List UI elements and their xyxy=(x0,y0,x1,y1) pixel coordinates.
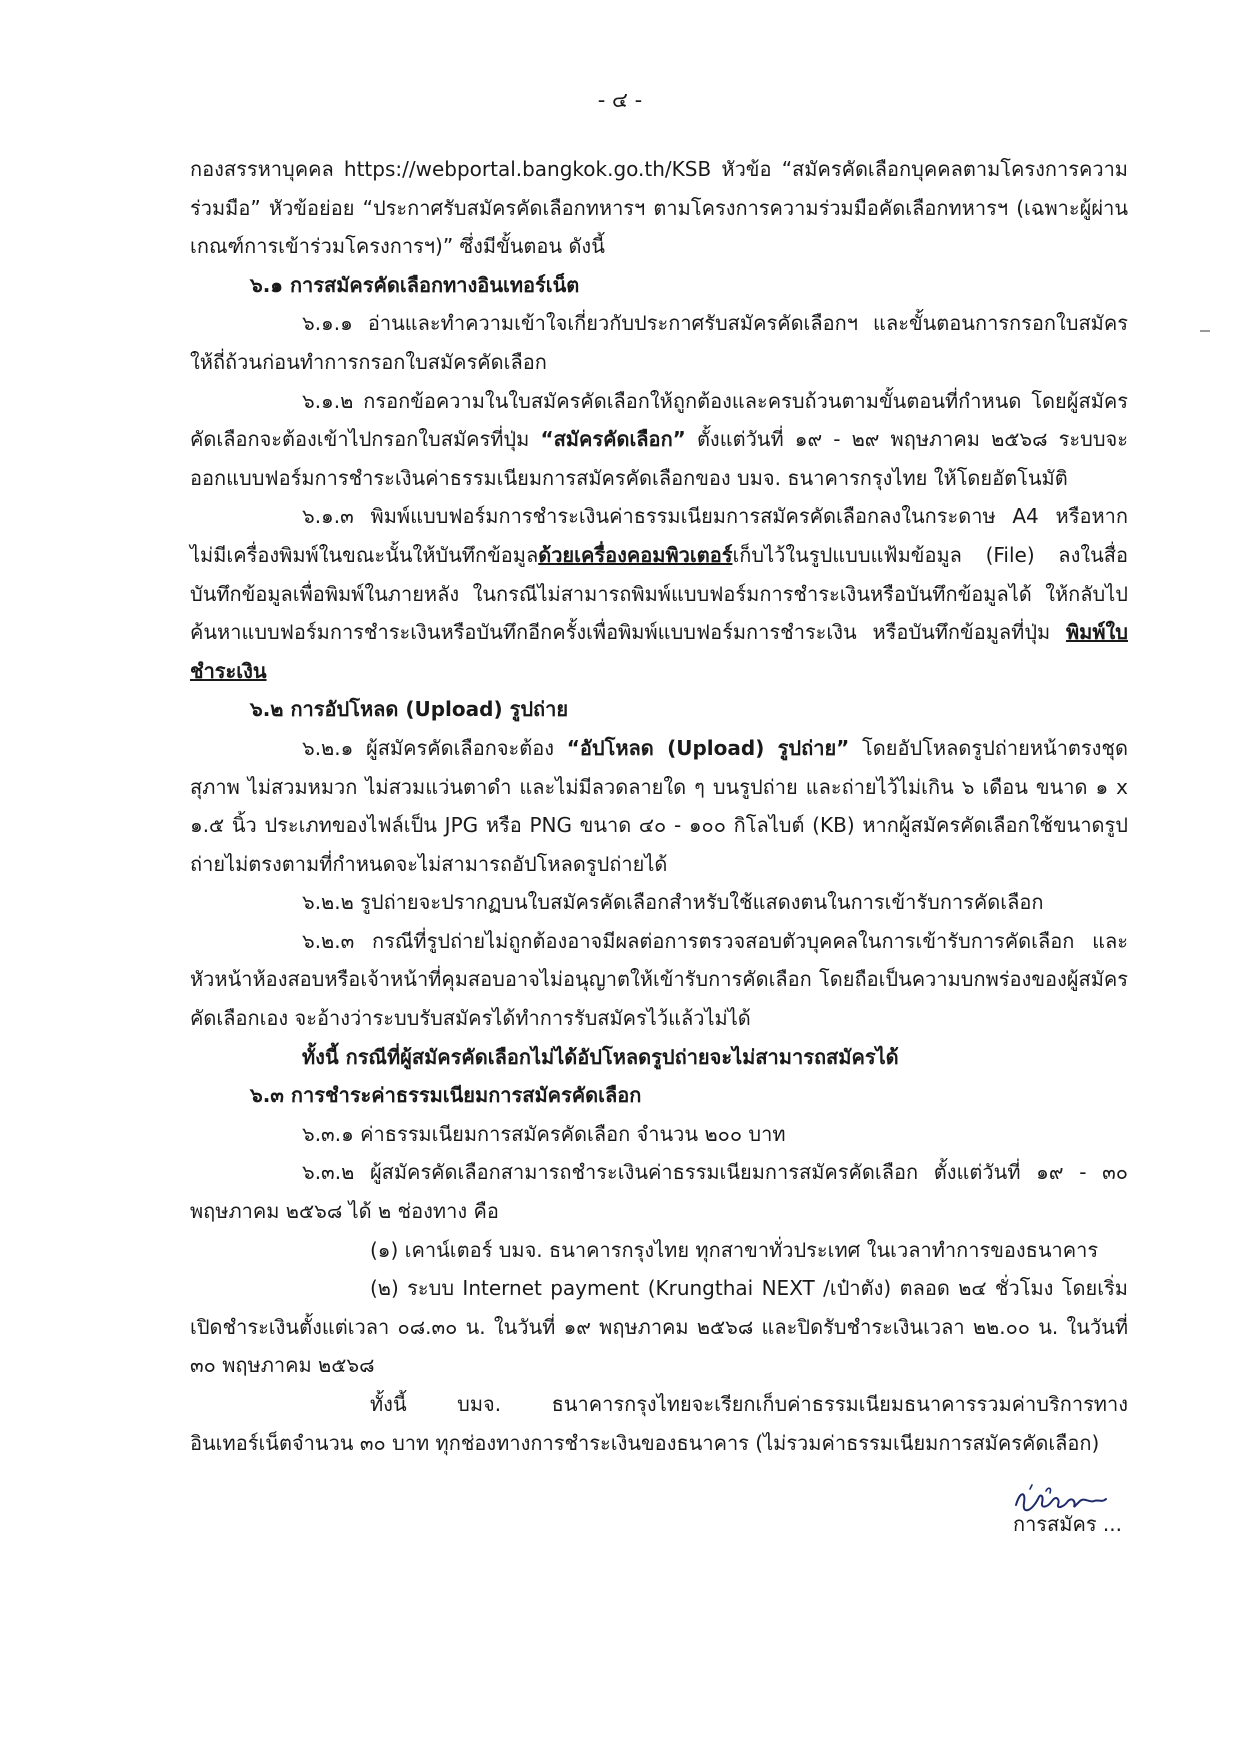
section-6-2-heading: ๖.๒ การอัปโหลด (Upload) รูปถ่าย xyxy=(250,697,569,722)
paragraph-6-1-3 xyxy=(190,497,1128,690)
section-6-3-heading: ๖.๓ การชำระค่าธรรมเนียมการสมัครคัดเลือก xyxy=(250,1083,642,1108)
p621-text-a: ๖.๒.๑ ผู้สมัครคัดเลือกจะต้อง xyxy=(302,735,567,760)
payment-channel-1: (๑) เคาน์เตอร์ บมจ. ธนาคารกรุงไทย ทุกสาขาทั่วประเทศ ในเวลาทำการของธนาคาร xyxy=(370,1237,1099,1262)
paragraph-6-2-2: ๖.๒.๒ รูปถ่ายจะปรากฏบนใบสมัครคัดเลือกสำหรับใช้แสดงตนในการเข้ารับการคัดเลือก xyxy=(302,890,1044,915)
paragraph-6-3-2: ๖.๓.๒ ผู้สมัครคัดเลือกสามารถชำระเงินค่าธรรมเนียมการสมัครคัดเลือก ตั้งแต่วันที่ ๑๙ - ๓๐ พฤษภาคม ๒๕๖๘ ได้ ๒ ช่องทาง คือ xyxy=(190,1160,1128,1224)
p613-text-b: เก็บไว้ในรูปแบบแฟ้มข้อมูล (File) ลงในสื่อบันทึกข้อมูลเพื่อพิมพ์ในภายหลัง ในกรณีไม่สามารถพิมพ์แบบฟอร์มการชำระเงินหรือบันทึกข้อมูลได้ ให้กลับไปค้นหาแบบฟอร์มการชำระเงินหรือบันทึกอีกครั้งเพื่อพิมพ์แบบฟอร์มการชำระเงิน หรือบันทึกข้อมูลที่ปุ่ม xyxy=(190,542,1128,645)
print-payment-button-reference: พิมพ์ใบชำระเงิน xyxy=(190,620,1128,683)
paragraph-6-1-2 xyxy=(190,382,1128,498)
payment-channel-2: (๒) ระบบ Internet payment (Krungthai NEXT /เป๋าตัง) ตลอด ๒๔ ชั่วโมง โดยเริ่มเปิดชำระเงินตั้งแต่เวลา ๐๘.๓๐ น. ในวันที่ ๑๙ พฤษภาคม ๒๕๖๘ และปิดรับชำระเงินเวลา ๒๒.๐๐ น. ในวันที่ ๓๐ พฤษภาคม ๒๕๖๘ xyxy=(190,1276,1128,1378)
intro-paragraph: กองสรรหาบุคคล https://webportal.bangkok.go.th/KSB หัวข้อ “สมัครคัดเลือกบุคคลตามโครงการความร่วมมือ” หัวข้อย่อย “ประกาศรับสมัครคัดเลือกทหารฯ ตามโครงการความร่วมมือคัดเลือกทหารฯ (เฉพาะผู้ผ่านเกณฑ์การเข้าร่วมโครงการฯ)” ซึ่งมีขั้นตอน ดังนี้ xyxy=(190,157,1128,259)
document-body xyxy=(190,150,1128,1462)
paragraph-6-1-1: ๖.๑.๑ อ่านและทำความเข้าใจเกี่ยวกับประกาศรับสมัครคัดเลือกฯ และขั้นตอนการกรอกใบสมัครให้ถี่ถ้วนก่อนทำการกรอกใบสมัครคัดเลือก xyxy=(190,311,1128,374)
p612-text-a: ๖.๑.๒ กรอกข้อความในใบสมัครคัดเลือกให้ถูกต้องและครบถ้วนตามขั้นตอนที่กำหนด โดยผู้สมัครคัดเลือกจะต้องเข้าไปกรอกใบสมัครที่ปุ่ม xyxy=(190,388,1128,452)
computer-emphasis: ด้วยเครื่องคอมพิวเตอร์ xyxy=(538,542,733,567)
p612-text-b: ตั้งแต่วันที่ ๑๙ - ๒๙ พฤษภาคม ๒๕๖๘ ระบบจะออกแบบฟอร์มการชำระเงินค่าธรรมเนียมการสมัครคัดเลือกของ บมจ. ธนาคารกรุงไทย ให้โดยอัตโนมัติ xyxy=(190,427,1128,490)
paragraph-6-2-1 xyxy=(190,729,1128,883)
p613-text-a: ๖.๑.๓ พิมพ์แบบฟอร์มการชำระเงินค่าธรรมเนียมการสมัครคัดเลือกลงในกระดาษ A4 หรือหากไม่มีเครื่องพิมพ์ในขณะนั้นให้บันทึกข้อมูล xyxy=(190,504,1128,567)
bank-fee-note: ทั้งนี้ บมจ. ธนาคารกรุงไทยจะเรียกเก็บค่าธรรมเนียมธนาคารรวมค่าบริการทางอินเทอร์เน็ตจำนวน ๓๐ บาท ทุกช่องทางการชำระเงินของธนาคาร (ไม่รวมค่าธรรมเนียมการสมัครคัดเลือก) xyxy=(190,1392,1128,1455)
next-page-continuation: การสมัคร ... xyxy=(1012,1512,1122,1536)
upload-notice: ทั้งนี้ กรณีที่ผู้สมัครคัดเลือกไม่ได้อัปโหลดรูปถ่ายจะไม่สามารถสมัครได้ xyxy=(302,1044,899,1069)
scan-edge-mark xyxy=(1200,330,1210,332)
section-6-1-heading: ๖.๑ การสมัครคัดเลือกทางอินเทอร์เน็ต xyxy=(250,272,580,297)
upload-photo-reference: “อัปโหลด (Upload) รูปถ่าย” xyxy=(566,735,850,760)
paragraph-6-2-3: ๖.๒.๓ กรณีที่รูปถ่ายไม่ถูกต้องอาจมีผลต่อการตรวจสอบตัวบุคคลในการเข้ารับการคัดเลือก และหัวหน้าห้องสอบหรือเจ้าหน้าที่คุมสอบอาจไม่อนุญาตให้เข้ารับการคัดเลือก โดยถือเป็นความบกพร่องของผู้สมัครคัดเลือกเอง จะอ้างว่าระบบรับสมัครได้ทำการรับสมัครไว้แล้วไม่ได้ xyxy=(190,928,1128,1031)
page-number: - ๔ - xyxy=(597,88,643,112)
paragraph-6-3-1: ๖.๓.๑ ค่าธรรมเนียมการสมัครคัดเลือก จำนวน ๒๐๐ บาท xyxy=(302,1121,786,1146)
apply-button-reference: “สมัครคัดเลือก” xyxy=(540,427,686,452)
p621-text-b: โดยอัปโหลดรูปถ่ายหน้าตรงชุดสุภาพ ไม่สวมหมวก ไม่สวมแว่นตาดำ และไม่มีลวดลายใด ๆ บนรูปถ่าย และถ่ายไว้ไม่เกิน ๖ เดือน ขนาด ๑ x ๑.๕ นิ้ว ประเภทของไฟล์เป็น JPG หรือ PNG ขนาด ๔๐ - ๑๐๐ กิโลไบต์ (KB) หากผู้สมัครคัดเลือกใช้ขนาดรูปถ่ายไม่ตรงตามที่กำหนดจะไม่สามารถอัปโหลดรูปถ่ายได้ xyxy=(190,735,1128,876)
